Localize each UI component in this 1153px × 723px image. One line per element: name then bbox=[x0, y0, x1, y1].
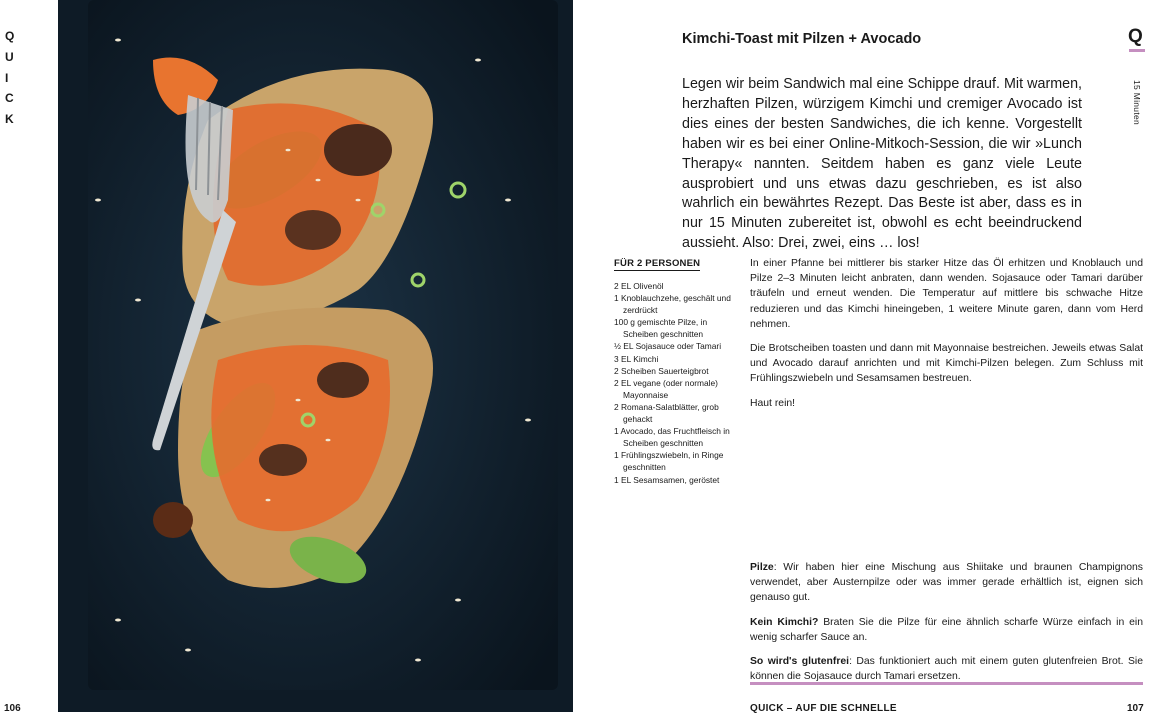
ingredient-item: 1 Knoblauchzehe, geschält und zerdrückt bbox=[614, 293, 731, 316]
tip-label: So wird's glutenfrei bbox=[750, 656, 850, 668]
tip-paragraph bbox=[750, 615, 1143, 645]
ingredients-heading: FÜR 2 PERSONEN bbox=[614, 258, 701, 269]
recipe-tips bbox=[750, 560, 1143, 693]
ingredient-item: 100 g gemischte Pilze, in Scheiben geschnitten bbox=[614, 317, 708, 340]
method-step: Die Brotscheiben toasten und dann mit Mayonnaise bestreichen. Jeweils etwas Salat und Avocado darauf anrichten und mit Kimchi-Pilzen belegen. Zum Schluss mit Frühlingszwiebeln und Sesamsamen bestreuen. bbox=[750, 343, 1143, 385]
intro-paragraph: Legen wir beim Sandwich mal eine Schippe drauf. Mit warmen, herzhaften Pilzen, würzigem Kimchi und cremiger Avocado ist dies eines der besten Sandwiches, die ich kenne. Vorgestellt haben wir es bei einer Online-Mitkoch-Session, die wir »Lunch Therapy« nannten. Seitdem haben es ganz viele Leute ausprobiert und uns etwas dazu geschrieben, es ist also wahrlich ein bewährtes Rezept. Das Beste ist aber, dass es in nur 15 Minuten zubereitet ist, obwohl es echt beeindruckend aussieht. Also: Drei, zwei, eins … los! bbox=[682, 76, 1082, 252]
food-photo bbox=[58, 0, 573, 712]
tip-text: : Das funktioniert auch mit einem guten glutenfreien Brot. Sie können die Sojasauce durch Tamari ersetzen. bbox=[750, 656, 1144, 683]
method-step: In einer Pfanne bei mittlerer bis starker Hitze das Öl erhitzen und Knoblauch und Pilze 2–3 Minuten leicht anbraten, dann wenden. Sojasauce oder Tamari darüber träufeln und erneut wenden. Die Temperatur auf mittlere bis schwache Hitze reduzieren und das Kimchi hineingeben, 1 weitere Minute garen, dann vom Herd nehmen. bbox=[750, 258, 1143, 330]
footer-section-title: QUICK – AUF DIE SCHNELLE bbox=[750, 703, 897, 714]
tip-text: : Wir haben hier eine Mischung aus Shiitake und braunen Champignons verwendet, aber Austernpilze oder was immer gerade erhältlich ist, eignen sich genauso gut. bbox=[750, 562, 1143, 604]
kimchi-toast-illustration bbox=[58, 0, 573, 712]
tip-text: Braten Sie die Pilze für eine ähnlich scharfe Würze einfach in ein wenig scharfer Sauce an. bbox=[750, 616, 1143, 643]
ingredient-item: 2 Romana-Salatblätter, grob gehackt bbox=[614, 401, 719, 425]
section-mark-underline bbox=[1129, 49, 1145, 52]
ingredients-list bbox=[614, 280, 736, 486]
page-number-right: 107 bbox=[1127, 703, 1144, 714]
quick-letter: U bbox=[5, 49, 14, 64]
method-step: Haut rein! bbox=[750, 397, 796, 409]
quick-letter: K bbox=[5, 112, 14, 127]
recipe-title: Kimchi-Toast mit Pilzen + Avocado bbox=[682, 31, 922, 47]
tip-label: Pilze bbox=[750, 562, 774, 573]
page-number-left: 106 bbox=[4, 703, 21, 714]
quick-letter: Q bbox=[5, 29, 15, 43]
ingredient-item: 1 Frühlingszwiebeln, in Ringe geschnitten bbox=[614, 450, 724, 473]
ingredient-item: 2 EL Olivenöl bbox=[614, 281, 664, 291]
tip-label: Kein Kimchi? bbox=[750, 616, 819, 628]
ingredient-item: 2 Scheiben Sauerteigbrot bbox=[614, 365, 709, 376]
section-mark: Q bbox=[1128, 26, 1143, 47]
quick-letter: C bbox=[5, 91, 14, 106]
ingredient-item: 1 EL Sesamsamen, geröstet bbox=[614, 474, 720, 485]
footer-rule bbox=[750, 682, 1143, 685]
prep-time: 15 Minuten bbox=[1132, 80, 1142, 126]
method-steps bbox=[750, 256, 1143, 420]
quick-letter: I bbox=[5, 70, 9, 85]
ingredient-item: 2 EL vegane (oder normale) Mayonnaise bbox=[614, 377, 718, 400]
tip-paragraph bbox=[750, 560, 1143, 606]
ingredient-item: 3 EL Kimchi bbox=[614, 353, 659, 364]
tip-paragraph bbox=[750, 654, 1143, 684]
ingredient-item: 1 Avocado, das Fruchtfleisch in Scheiben geschnitten bbox=[614, 426, 730, 449]
ingredient-item: ½ EL Sojasauce oder Tamari bbox=[614, 341, 722, 352]
vertical-quick-letters bbox=[5, 26, 19, 130]
